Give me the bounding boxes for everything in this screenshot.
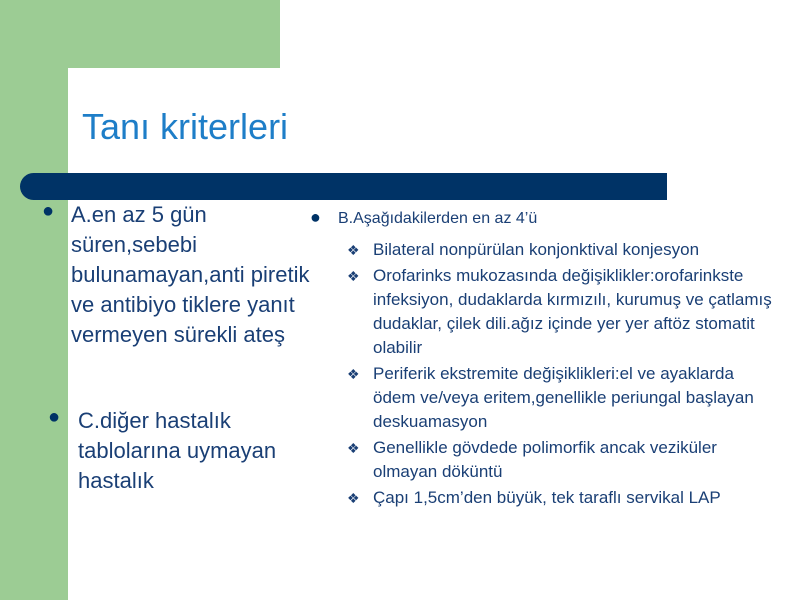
green-sidebar-decoration	[0, 0, 68, 600]
list-item	[310, 264, 780, 360]
criterion-b-header-text: B.Aşağıdakilerden en az 4’ü	[338, 210, 538, 227]
bullet-icon: ●	[310, 207, 321, 227]
diamond-bullet-icon: ❖	[347, 268, 360, 284]
rounded-corner-decoration	[68, 68, 108, 108]
criterion-b-header	[310, 208, 780, 230]
criterion-b-section	[310, 208, 780, 512]
list-item-text: Genellikle gövdede polimorfik ancak veziküler olmayan döküntü	[373, 438, 717, 481]
criterion-a-text: A.en az 5 gün süren,sebebi bulunamayan,anti piretik ve antibiyo tiklere yanıt vermeyen sürekli ateş	[71, 202, 310, 347]
bullet-icon: ●	[48, 406, 61, 428]
list-item	[310, 238, 780, 262]
diamond-bullet-icon: ❖	[347, 366, 360, 382]
list-item-text: Bilateral nonpürülan konjonktival konjesyon	[373, 240, 700, 259]
diamond-bullet-icon: ❖	[347, 440, 360, 456]
bullet-icon: ●	[42, 200, 55, 222]
criterion-b-list	[310, 238, 780, 510]
list-item-text: Orofarinks mukozasında değişiklikler:orofarinkste infeksiyon, dudaklarda kırmızılı, kurumuş ve çatlamış dudaklar, çilek dili.ağız içinde yer yer aftöz stomatit olabilir	[373, 266, 772, 357]
list-item	[310, 436, 780, 484]
list-item	[310, 486, 780, 510]
diamond-bullet-icon: ❖	[347, 242, 360, 258]
list-item-text: Periferik ekstremite değişiklikleri:el ve ayaklarda ödem ve/veya eritem,genellikle periungal başlayan deskuamasyon	[373, 364, 754, 431]
green-top-decoration	[0, 0, 280, 68]
slide-title: Tanı kriterleri	[82, 106, 289, 147]
list-item	[310, 362, 780, 434]
list-item-text: Çapı 1,5cm’den büyük, tek taraflı servikal LAP	[373, 488, 721, 507]
criterion-c-text: C.diğer hastalık tablolarına uymayan hastalık	[78, 408, 277, 493]
title-underline-bar	[20, 173, 667, 200]
diamond-bullet-icon: ❖	[347, 490, 360, 506]
